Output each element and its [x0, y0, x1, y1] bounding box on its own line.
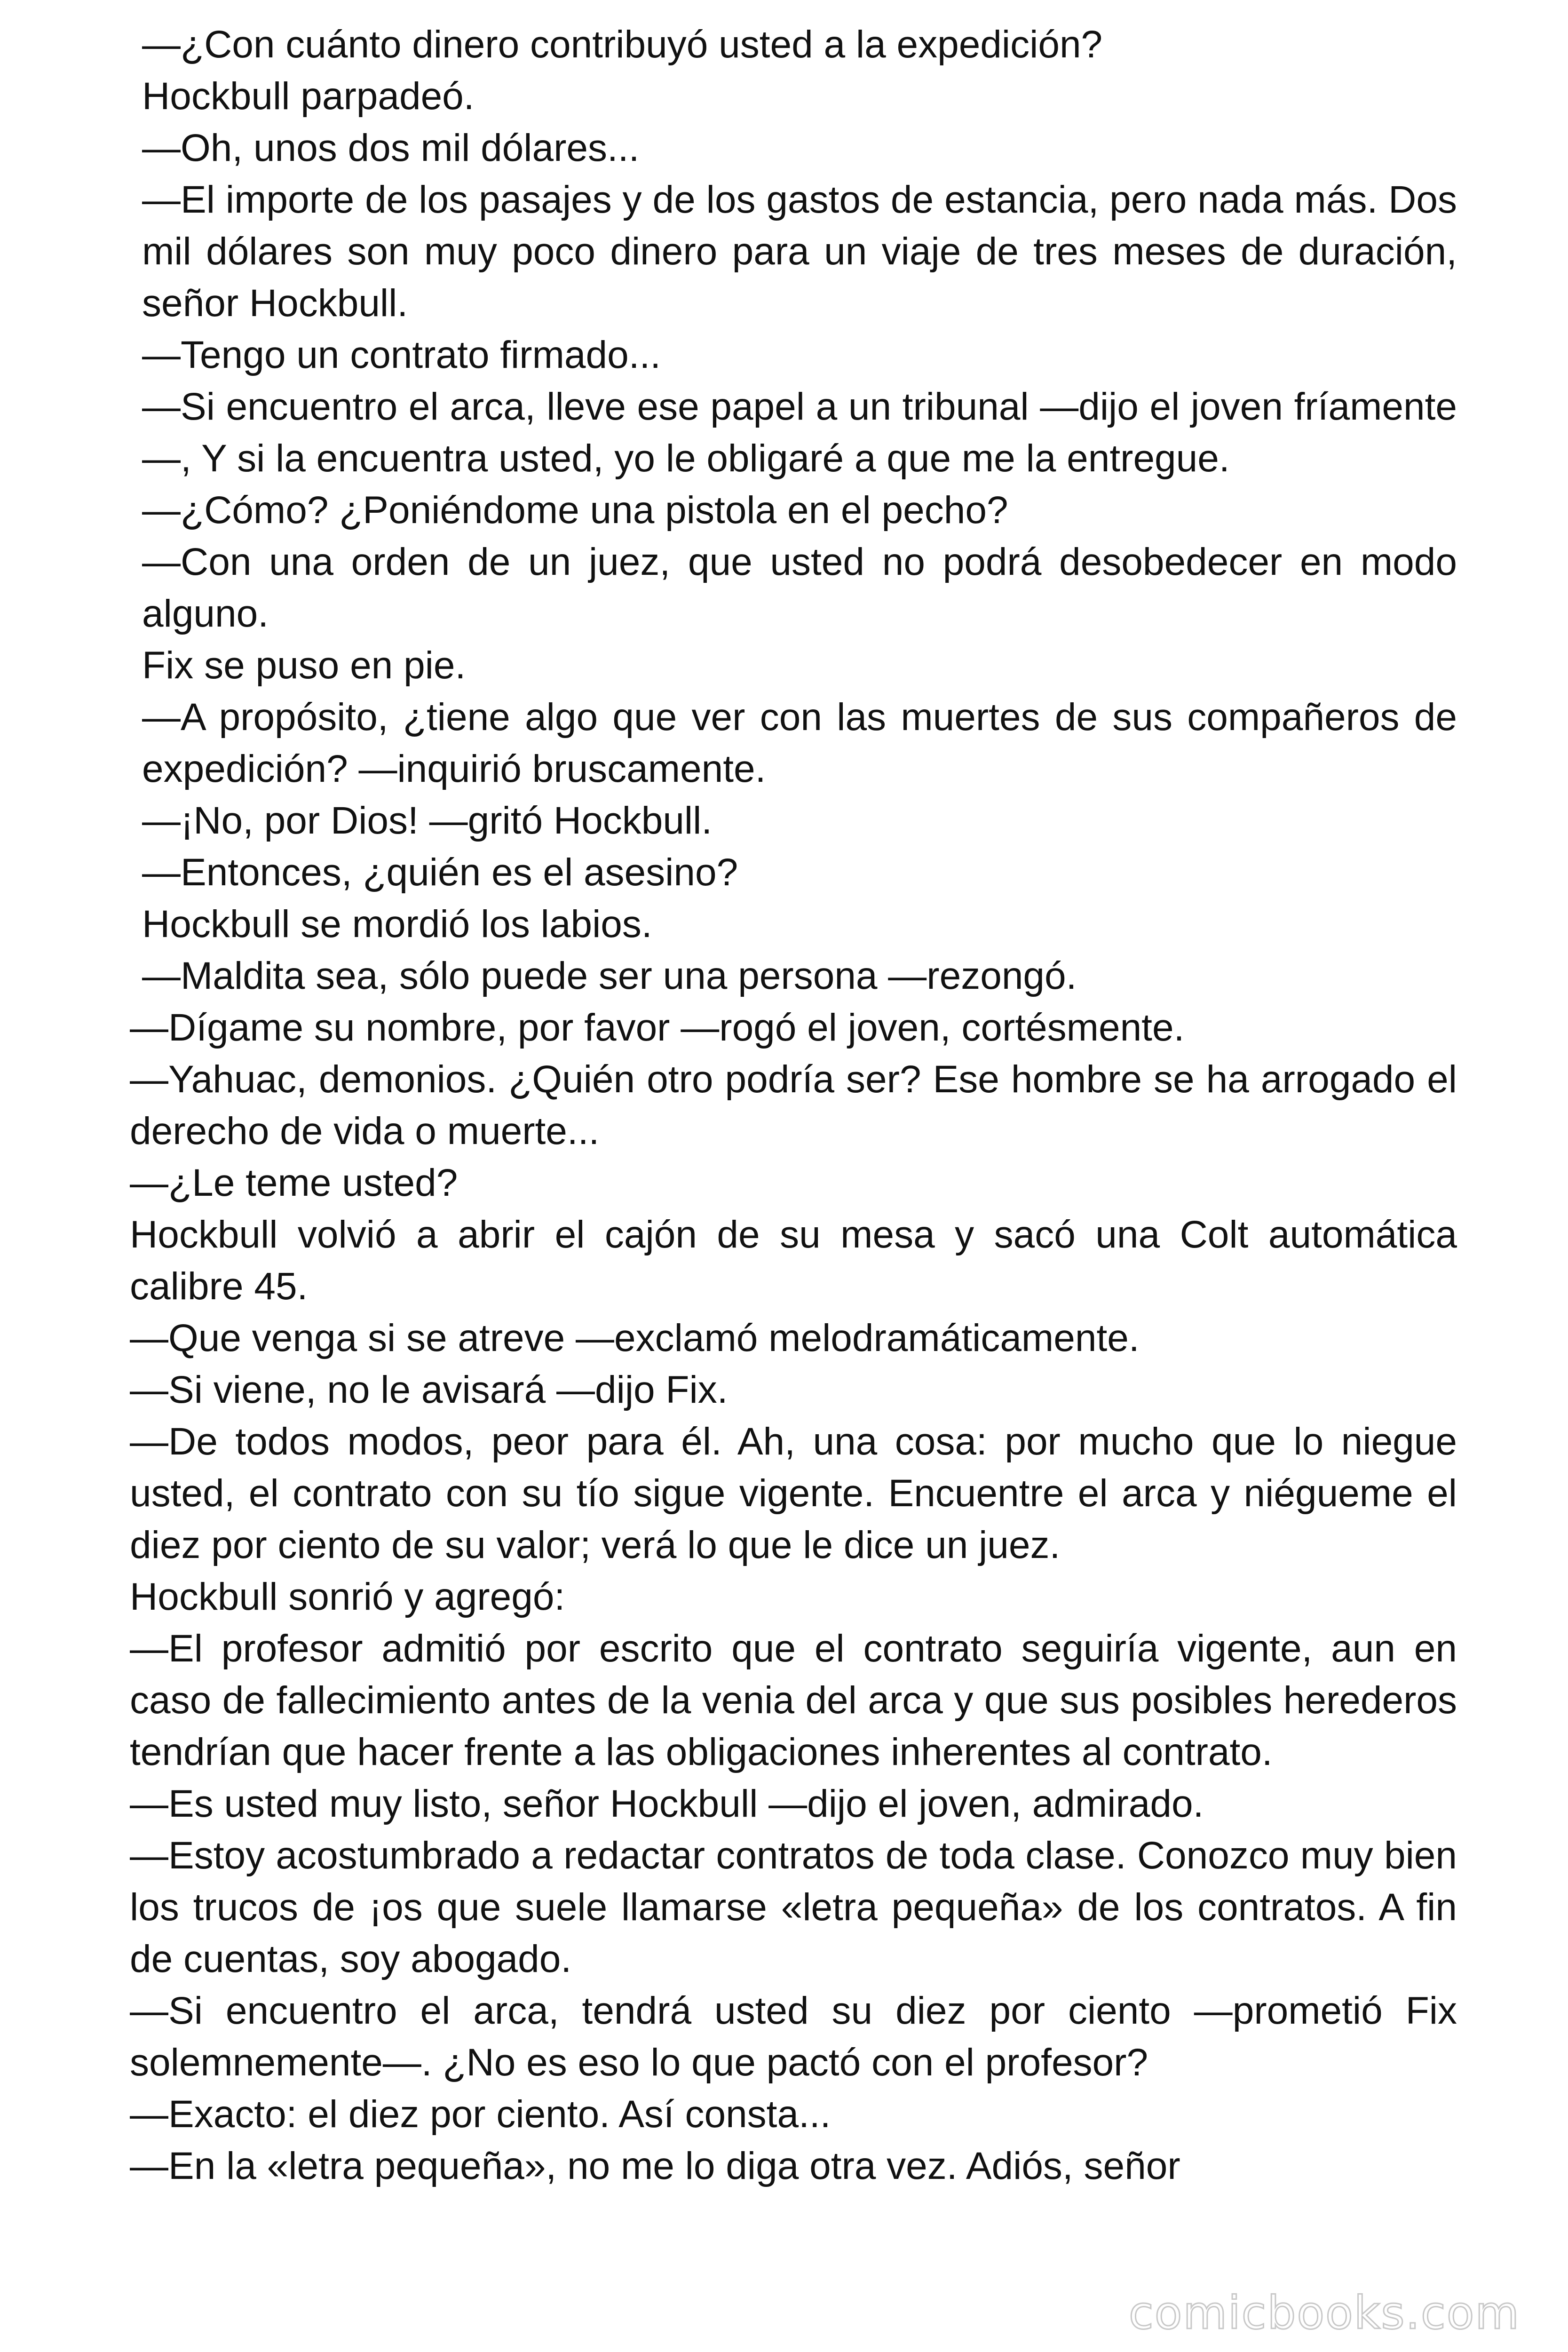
- paragraph: —¿Con cuánto dinero contribuyó usted a la expedición?: [142, 23, 1103, 66]
- paragraph: —Exacto: el diez por ciento. Así consta...: [130, 2093, 831, 2136]
- paragraph: —Es usted muy listo, señor Hockbull —dijo el joven, admirado.: [130, 1782, 1204, 1825]
- paragraph: —El profesor admitió por escrito que el contrato seguiría vigente, aun en caso de fallecimiento antes de la venia del arca y que sus posibles herederos tendrían que hacer frente a las obligaciones inherentes al contrato.: [130, 1627, 1457, 1773]
- paragraph-block-indented: [130, 19, 1457, 1002]
- paragraph: —Si encuentro el arca, lleve ese papel a un tribunal —dijo el joven fríamente—, Y si la encuentra usted, yo le obligaré a que me la entregue.: [142, 385, 1457, 480]
- paragraph: —Oh, unos dos mil dólares...: [142, 127, 640, 169]
- paragraph: —Entonces, ¿quién es el asesino?: [142, 851, 738, 894]
- paragraph: —Que venga si se atreve —exclamó melodramáticamente.: [130, 1317, 1140, 1359]
- paragraph: —A propósito, ¿tiene algo que ver con las muertes de sus compañeros de expedición? —inquirió bruscamente.: [142, 696, 1457, 790]
- paragraph: —El importe de los pasajes y de los gastos de estancia, pero nada más. Dos mil dólares son muy poco dinero para un viaje de tres meses de duración, señor Hockbull.: [142, 178, 1457, 325]
- paragraph: Hockbull se mordió los labios.: [142, 903, 652, 946]
- paragraph: —Maldita sea, sólo puede ser una persona —rezongó.: [142, 954, 1077, 997]
- paragraph-block: [130, 1002, 1457, 2192]
- paragraph: —De todos modos, peor para él. Ah, una cosa: por mucho que lo niegue usted, el contrato con su tío sigue vigente. Encuentre el arca y niégueme el diez por ciento de su valor; verá lo que le dice un juez.: [130, 1420, 1457, 1566]
- paragraph: —Tengo un contrato firmado...: [142, 334, 661, 376]
- watermark-text: comicbooks.com: [1123, 2287, 1526, 2339]
- paragraph: —¿Cómo? ¿Poniéndome una pistola en el pecho?: [142, 489, 1008, 532]
- paragraph: Hockbull volvió a abrir el cajón de su mesa y sacó una Colt automática calibre 45.: [130, 1213, 1457, 1308]
- paragraph: —Si viene, no le avisará —dijo Fix.: [130, 1368, 728, 1411]
- paragraph: —Yahuac, demonios. ¿Quién otro podría ser? Ese hombre se ha arrogado el derecho de vida o muerte...: [130, 1058, 1457, 1152]
- text-column: [130, 19, 1457, 2192]
- paragraph: —En la «letra pequeña», no me lo diga otra vez. Adiós, señor: [130, 2145, 1180, 2187]
- paragraph: —¿Le teme usted?: [130, 1161, 458, 1204]
- paragraph: —Estoy acostumbrado a redactar contratos de toda clase. Conozco muy bien los trucos de ¡os que suele llamarse «letra pequeña» de los contratos. A fin de cuentas, soy abogado.: [130, 1834, 1457, 1980]
- paragraph: —Dígame su nombre, por favor —rogó el joven, cortésmente.: [130, 1006, 1185, 1049]
- paragraph: —Con una orden de un juez, que usted no podrá desobedecer en modo alguno.: [142, 540, 1457, 635]
- paragraph: —Si encuentro el arca, tendrá usted su diez por ciento —prometió Fix solemnemente—. ¿No es eso lo que pactó con el profesor?: [130, 1989, 1457, 2084]
- paragraph: —¡No, por Dios! —gritó Hockbull.: [142, 799, 713, 842]
- paragraph: Hockbull sonrió y agregó:: [130, 1575, 565, 1618]
- paragraph: Fix se puso en pie.: [142, 644, 466, 687]
- paragraph: Hockbull parpadeó.: [142, 75, 475, 118]
